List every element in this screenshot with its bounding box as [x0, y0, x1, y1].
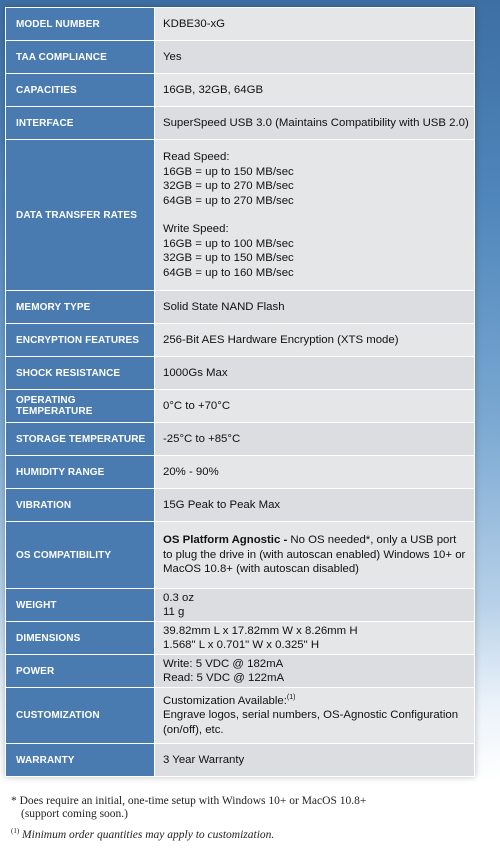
spec-row-capacities: [6, 74, 475, 107]
write-speed-heading: Write Speed:: [163, 223, 229, 235]
spec-label: INTERFACE: [6, 107, 155, 140]
spec-row-memory-type: [6, 291, 475, 324]
spec-value-weight: [155, 589, 475, 622]
spec-label: WARRANTY: [6, 744, 155, 777]
spec-row-weight: [6, 589, 475, 622]
spec-row-storage-temperature: [6, 423, 475, 456]
spec-row-operating-temperature: [6, 390, 475, 423]
power-write: Write: 5 VDC @ 182mA: [163, 657, 284, 670]
spec-label: OPERATING TEMPERATURE: [6, 390, 155, 423]
read-speed-heading: Read Speed:: [163, 151, 230, 163]
write-speed-64gb: 64GB = up to 160 MB/sec: [163, 266, 294, 279]
customization-heading: [163, 694, 466, 709]
spec-value-os-compatibility: [155, 522, 475, 589]
spec-value: Yes: [155, 41, 475, 74]
read-speed-64gb: 64GB = up to 270 MB/sec: [163, 194, 294, 207]
spec-label: MEMORY TYPE: [6, 291, 155, 324]
spec-label: CUSTOMIZATION: [6, 688, 155, 744]
os-compatibility-text: [163, 533, 466, 577]
spec-label: POWER: [6, 655, 155, 688]
write-speed-16gb: 16GB = up to 100 MB/sec: [163, 237, 294, 250]
power-read: Read: 5 VDC @ 122mA: [163, 672, 285, 684]
spec-label: HUMIDITY RANGE: [6, 456, 155, 489]
spec-row-warranty: [6, 744, 475, 777]
spec-row-os-compatibility: [6, 522, 475, 589]
spacer: [163, 208, 466, 222]
footnote-os-setup-line1: * Does require an initial, one-time setup with Windows 10+ or MacOS 10.8+: [11, 795, 367, 807]
spec-label: DIMENSIONS: [6, 622, 155, 655]
spec-row-taa-compliance: [6, 41, 475, 74]
spec-row-interface: [6, 107, 475, 140]
spec-value: 16GB, 32GB, 64GB: [155, 74, 475, 107]
weight-oz: 0.3 oz: [163, 591, 195, 604]
footnote-os-setup: [11, 795, 481, 821]
spec-value-dimensions: [155, 622, 475, 655]
spec-value: 20% - 90%: [155, 456, 475, 489]
read-speed-16gb: 16GB = up to 150 MB/sec: [163, 165, 294, 178]
spec-row-customization: [6, 688, 475, 744]
os-agnostic-heading: OS Platform Agnostic -: [163, 534, 288, 547]
specifications-table: [5, 7, 475, 777]
spec-row-humidity-range: [6, 456, 475, 489]
spec-value: SuperSpeed USB 3.0 (Maintains Compatibility with USB 2.0): [155, 107, 475, 140]
spec-value: 256-Bit AES Hardware Encryption (XTS mode): [155, 324, 475, 357]
spec-row-model-number: [6, 8, 475, 41]
spec-label: ENCRYPTION FEATURES: [6, 324, 155, 357]
dimensions-metric: 39.82mm L x 17.82mm W x 8.26mm H: [163, 624, 358, 637]
customization-available: Customization Available:: [163, 694, 287, 707]
spec-row-power: [6, 655, 475, 688]
spec-label: VIBRATION: [6, 489, 155, 522]
read-speed-32gb: 32GB = up to 270 MB/sec: [163, 180, 294, 192]
footnote-os-setup-line2: (support coming soon.): [21, 808, 129, 820]
weight-g: 11 g: [163, 606, 185, 618]
spec-row-vibration: [6, 489, 475, 522]
footnote-customization-text: Minimum order quantities may apply to customization.: [22, 829, 275, 841]
write-speed-32gb: 32GB = up to 150 MB/sec: [163, 252, 294, 264]
footnote-mark: (1): [286, 693, 296, 701]
footnote-customization: [11, 829, 481, 842]
spec-value: 3 Year Warranty: [155, 744, 475, 777]
spec-label: MODEL NUMBER: [6, 8, 155, 41]
footnote-mark: (1): [11, 827, 20, 836]
spec-label: STORAGE TEMPERATURE: [6, 423, 155, 456]
spec-label: OS COMPATIBILITY: [6, 522, 155, 589]
spec-value: Solid State NAND Flash: [155, 291, 475, 324]
spec-label: DATA TRANSFER RATES: [6, 140, 155, 291]
spec-label: WEIGHT: [6, 589, 155, 622]
spec-label: TAA COMPLIANCE: [6, 41, 155, 74]
spec-value: -25°C to +85°C: [155, 423, 475, 456]
spec-value-transfer-rates: [155, 140, 475, 291]
spec-value: KDBE30-xG: [155, 8, 475, 41]
spec-value-customization: [155, 688, 475, 744]
spec-row-shock-resistance: [6, 357, 475, 390]
spec-value-power: [155, 655, 475, 688]
spec-row-data-transfer-rates: [6, 140, 475, 291]
spec-row-encryption: [6, 324, 475, 357]
customization-details: Engrave logos, serial numbers, OS-Agnostic Configuration (on/off), etc.: [163, 709, 459, 736]
spec-value: 15G Peak to Peak Max: [155, 489, 475, 522]
spec-value: 0°C to +70°C: [155, 390, 475, 423]
os-agnostic-description: No OS needed*, only a USB port to plug the drive in (with autoscan enabled) Windows 10+ or MacOS 10.8+ (with autoscan disabled): [163, 534, 466, 576]
spec-label: CAPACITIES: [6, 74, 155, 107]
spec-value: 1000Gs Max: [155, 357, 475, 390]
spec-row-dimensions: [6, 622, 475, 655]
dimensions-imperial: 1.568" L x 0.701" W x 0.325" H: [163, 639, 320, 651]
spec-label: SHOCK RESISTANCE: [6, 357, 155, 390]
